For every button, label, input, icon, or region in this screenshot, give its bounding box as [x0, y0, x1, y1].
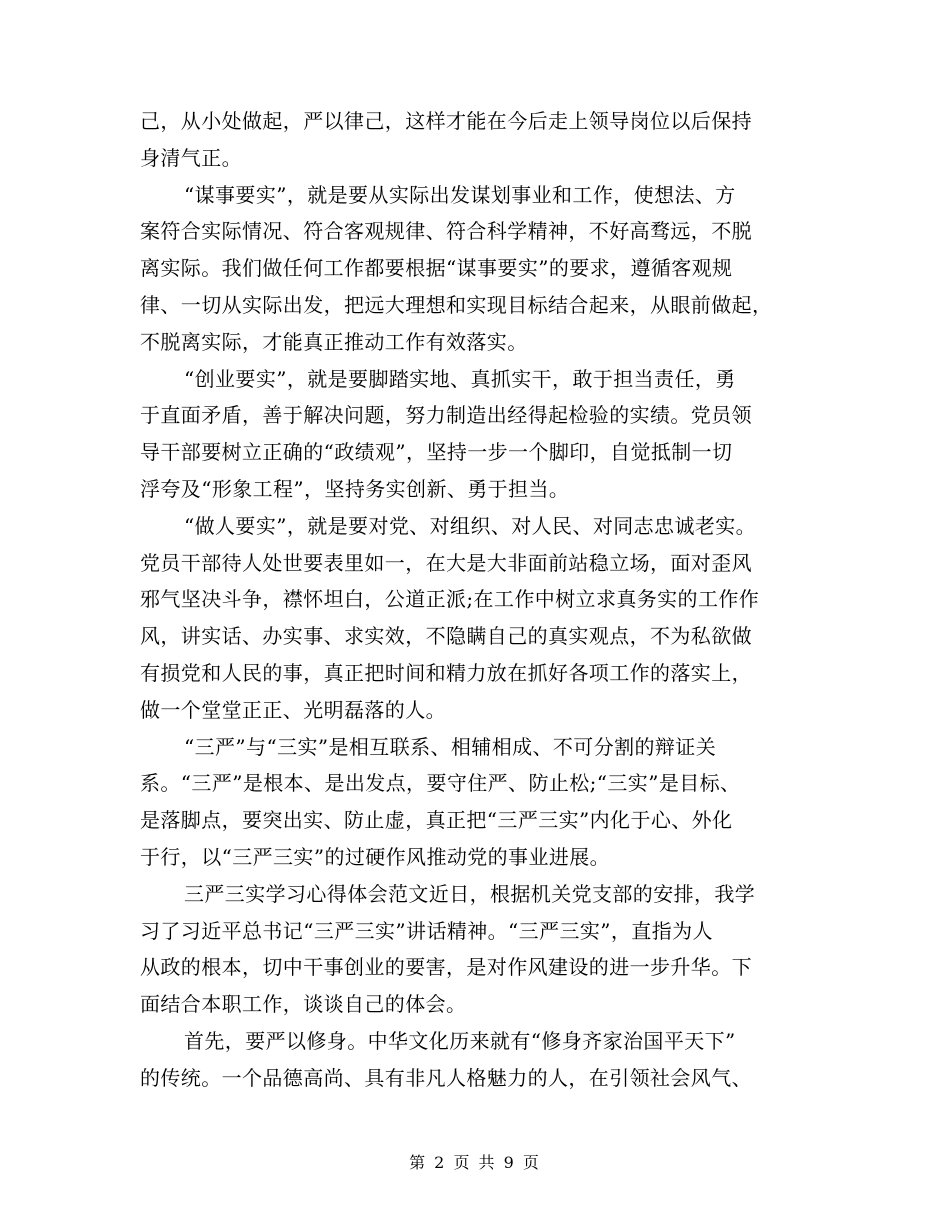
text-line: 邪气坚决斗争，襟怀坦白，公道正派;在工作中树立求真务实的工作作 [140, 587, 760, 612]
text-line: 是落脚点，要突出实、防止虚，真正把“三严三实”内化于心、外化 [140, 808, 733, 833]
page-number-footer: 第 2 页 共 9 页 [409, 1153, 541, 1172]
text-line: “做人要实”，就是要对党、对组织、对人民、对同志忠诚老实。 [184, 513, 757, 538]
text-line: 不脱离实际，才能真正推动工作有效落实。 [140, 329, 528, 354]
text-line: 习了习近平总书记“三严三实”讲话精神。“三严三实”，直指为人 [140, 918, 713, 943]
text-line: 案符合实际情况、符合客观规律、符合科学精神，不好高骛远，不脱 [140, 219, 752, 244]
text-line: 首先，要严以修身。中华文化历来就有“修身齐家治国平天下” [184, 1028, 736, 1053]
text-line: 风，讲实话、办实事、求实效，不隐瞒自己的真实观点，不为私欲做 [140, 624, 752, 649]
text-line: 从政的根本，切中干事创业的要害，是对作风建设的进一步升华。下 [140, 955, 752, 980]
text-line: 浮夸及“形象工程”，坚持务实创新、勇于担当。 [140, 476, 570, 501]
text-line: 有损党和人民的事，真正把时间和精力放在抓好各项工作的落实上， [140, 660, 752, 685]
body-text [140, 103, 830, 1097]
text-line: 党员干部待人处世要表里如一，在大是大非面前站稳立场，面对歪风 [140, 550, 752, 575]
text-line: 律、一切从实际出发，把远大理想和实现目标结合起来，从眼前做起， [140, 292, 773, 317]
text-line: “谋事要实”，就是要从实际出发谋划事业和工作，使想法、方 [184, 182, 736, 207]
text-line: 于直面矛盾，善于解决问题，努力制造出经得起检验的实绩。党员领 [140, 403, 752, 428]
text-line: “创业要实”，就是要脚踏实地、真抓实干，敢于担当责任，勇 [184, 366, 736, 391]
text-line: 己，从小处做起，严以律己，这样才能在今后走上领导岗位以后保持 [140, 109, 752, 133]
text-line: 离实际。我们做任何工作都要根据“谋事要实”的要求，遵循客观规 [140, 256, 733, 281]
text-line: 三严三实学习心得体会范文近日，根据机关党支部的安排，我学 [184, 881, 756, 906]
text-line: 系。“三严”是根本、是出发点，要守住严、防止松;“三实”是目标、 [140, 771, 741, 796]
text-line: 的传统。一个品德高尚、具有非凡人格魅力的人，在引领社会风气、 [140, 1065, 752, 1090]
text-line: 面结合本职工作，谈谈自己的体会。 [140, 992, 467, 1017]
text-line: 导干部要树立正确的“政绩观”，坚持一步一个脚印，自觉抵制一切 [140, 440, 733, 465]
text-line: 身清气正。 [140, 145, 242, 170]
text-line: “三严”与“三实”是相互联系、相辅相成、不可分割的辩证关 [184, 734, 717, 759]
text-line: 于行，以“三严三实”的过硬作风推动党的事业进展。 [140, 844, 611, 869]
text-line: 做一个堂堂正正、光明磊落的人。 [140, 697, 446, 722]
